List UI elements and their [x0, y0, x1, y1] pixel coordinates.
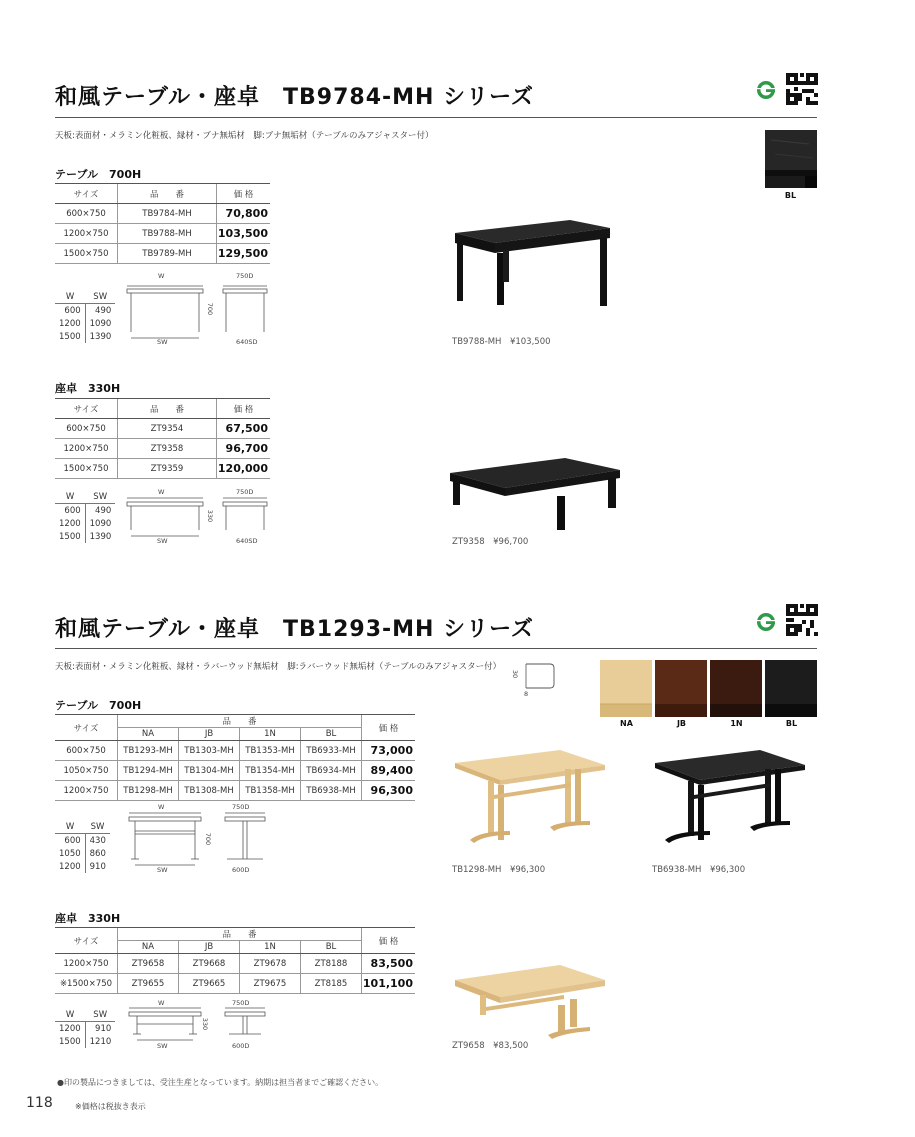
zt9658-zataku-image	[450, 955, 610, 1040]
header-size: サイズ	[55, 928, 118, 954]
edge-dim-h: 30	[511, 669, 520, 679]
dim-d2: 640SD	[236, 338, 258, 346]
section1-title: 和風テーブル・座卓 TB9784-MH シリーズ	[55, 85, 535, 110]
s1-table-price-table	[55, 183, 270, 264]
header-code: 品 番	[118, 928, 362, 941]
s1-table-heading: テーブル 700H	[55, 168, 142, 181]
dim-h: 330	[206, 509, 215, 523]
table-row: 600×750 TB9784-MH 70,800	[55, 204, 270, 224]
dim-w: W	[158, 488, 165, 496]
header-price: 価 格	[217, 399, 271, 419]
header-size: サイズ	[55, 715, 118, 741]
footer-note-tax: ※価格は税抜き表示	[75, 1102, 146, 1111]
header-price: 価 格	[362, 715, 416, 741]
swatch-na	[600, 660, 652, 717]
swatch-bl	[765, 130, 817, 188]
dim-sw: SW	[157, 866, 168, 874]
s1-table-caption: TB9788-MH ¥103,500	[452, 337, 551, 347]
table-row: 1200×750 TB1298-MH TB1308-MH TB1358-MH TB6938-MH 96,300	[55, 781, 415, 801]
qr-code-icon[interactable]	[786, 73, 818, 105]
dim-d: 750D	[232, 999, 250, 1007]
table-row: 600×750 ZT9354 67,500	[55, 419, 270, 439]
s2-table-caption-bl: TB6938-MH ¥96,300	[652, 865, 746, 875]
s2-zataku-price-table: サイズ 品 番 価 格 NA JB 1N BL 1200×750 ZT9658 ZT9668 ZT9678 ZT8188 83,500 ※1500×750 ZT9655 ZT9665 ZT9675 ZT8185 101,100	[55, 927, 415, 994]
s1-table-dimension-drawing	[125, 272, 275, 348]
swatch-na-label: NA	[620, 719, 633, 728]
zt9358-zataku-image	[445, 440, 625, 535]
header-size: サイズ	[55, 399, 118, 419]
s2-zataku-dimension-drawing	[125, 1002, 275, 1052]
green-mark-icon	[752, 612, 780, 632]
dim-d2: 640SD	[236, 537, 258, 545]
dim-w: W	[158, 803, 165, 811]
swatch-bl-label: BL	[784, 191, 797, 200]
header-code: 品 番	[118, 399, 217, 419]
dim-w: W	[158, 999, 165, 1007]
dim-sw: SW	[157, 338, 168, 346]
s2-table-wsw: W SW 600 430 1050 860 1200 910	[55, 820, 110, 873]
page-number: 118	[26, 1095, 53, 1111]
section2-rule	[55, 648, 817, 649]
table-row: 600×750 TB1293-MH TB1303-MH TB1353-MH TB6933-MH 73,000	[55, 741, 415, 761]
qr-code-icon[interactable]	[786, 604, 818, 636]
dim-h: 700	[206, 302, 215, 316]
table-row: 1050×750 TB1294-MH TB1304-MH TB1354-MH TB6934-MH 89,400	[55, 761, 415, 781]
s1-zataku-wsw: W SW 600 490 1200 1090 1500 1390	[55, 490, 115, 543]
section2-spec: 天板:表面材・メラミン化粧板、縁材・ラバーウッド無垢材 脚:ラバーウッド無垢材（テーブルのみアジャスター付）	[55, 662, 502, 672]
s1-zataku-price-table	[55, 398, 270, 479]
edge-dim-w: 8	[524, 690, 529, 698]
dim-d: 750D	[232, 803, 250, 811]
table-row: 1500×750 ZT9359 120,000	[55, 459, 270, 479]
header-price: 価 格	[362, 928, 416, 954]
s2-table-heading: テーブル 700H	[55, 699, 142, 712]
dim-h: 700	[204, 832, 213, 846]
table-row: ※1500×750 ZT9655 ZT9665 ZT9675 ZT8185 101,100	[55, 974, 415, 994]
edge-profile-drawing	[512, 660, 557, 700]
dim-d2: 600D	[232, 866, 250, 874]
dim-d2: 600D	[232, 1042, 250, 1050]
section2-title: 和風テーブル・座卓 TB1293-MH シリーズ	[55, 617, 535, 642]
dim-d: 750D	[236, 488, 254, 496]
header-size: サイズ	[55, 184, 118, 204]
table-row: 1200×750 ZT9658 ZT9668 ZT9678 ZT8188 83,500	[55, 954, 415, 974]
swatch-jb	[655, 660, 707, 717]
header-price: 価 格	[217, 184, 271, 204]
s1-zataku-heading: 座卓 330H	[55, 382, 121, 395]
section1-rule	[55, 117, 817, 118]
s1-zataku-caption: ZT9358 ¥96,700	[452, 537, 529, 547]
dim-d: 750D	[236, 272, 254, 280]
s2-table-dimension-drawing	[125, 805, 275, 875]
table-row: 1200×750 TB9788-MH 103,500	[55, 224, 270, 244]
dim-sw: SW	[157, 537, 168, 545]
swatch-jb-label: JB	[676, 719, 687, 728]
tb9788-table-image	[445, 205, 615, 310]
swatch-1n	[710, 660, 762, 717]
tb6938-table-image	[650, 745, 810, 850]
green-mark-icon	[752, 80, 780, 100]
swatch-bl-label: BL	[785, 719, 798, 728]
dim-sw: SW	[157, 1042, 168, 1050]
header-code: 品 番	[118, 715, 362, 728]
dim-h: 330	[201, 1017, 210, 1031]
table-row: 1200×750 ZT9358 96,700	[55, 439, 270, 459]
swatch-bl	[765, 660, 817, 717]
header-code: 品 番	[118, 184, 217, 204]
s2-zataku-caption: ZT9658 ¥83,500	[452, 1041, 529, 1051]
tb1298-table-image	[450, 745, 610, 850]
dim-w: W	[158, 272, 165, 280]
s2-zataku-heading: 座卓 330H	[55, 912, 121, 925]
footer-note-made-to-order: ●印の製品につきましては、受注生産となっています。納期は担当者までご確認ください。	[57, 1078, 384, 1087]
s2-zataku-wsw: W SW 1200 910 1500 1210	[55, 1008, 115, 1048]
swatch-1n-label: 1N	[730, 719, 743, 728]
section1-spec: 天板:表面材・メラミン化粧板、縁材・ブナ無垢材 脚:ブナ無垢材（テーブルのみアジャスター付）	[55, 131, 434, 141]
table-row: 1500×750 TB9789-MH 129,500	[55, 244, 270, 264]
s1-table-wsw: W SW 600 490 1200 1090 1500 1390	[55, 290, 115, 343]
s2-table-caption-na: TB1298-MH ¥96,300	[452, 865, 546, 875]
s2-table-price-table: サイズ 品 番 価 格 NA JB 1N BL 600×750 TB1293-MH TB1303-MH TB1353-MH TB6933-MH 73,000 1050×750 TB1294-MH TB1304-MH TB1354-MH TB6934-MH 89,400 1200×750 TB1298-MH TB1308-MH TB1358-MH TB6938-MH 96,300	[55, 714, 415, 801]
